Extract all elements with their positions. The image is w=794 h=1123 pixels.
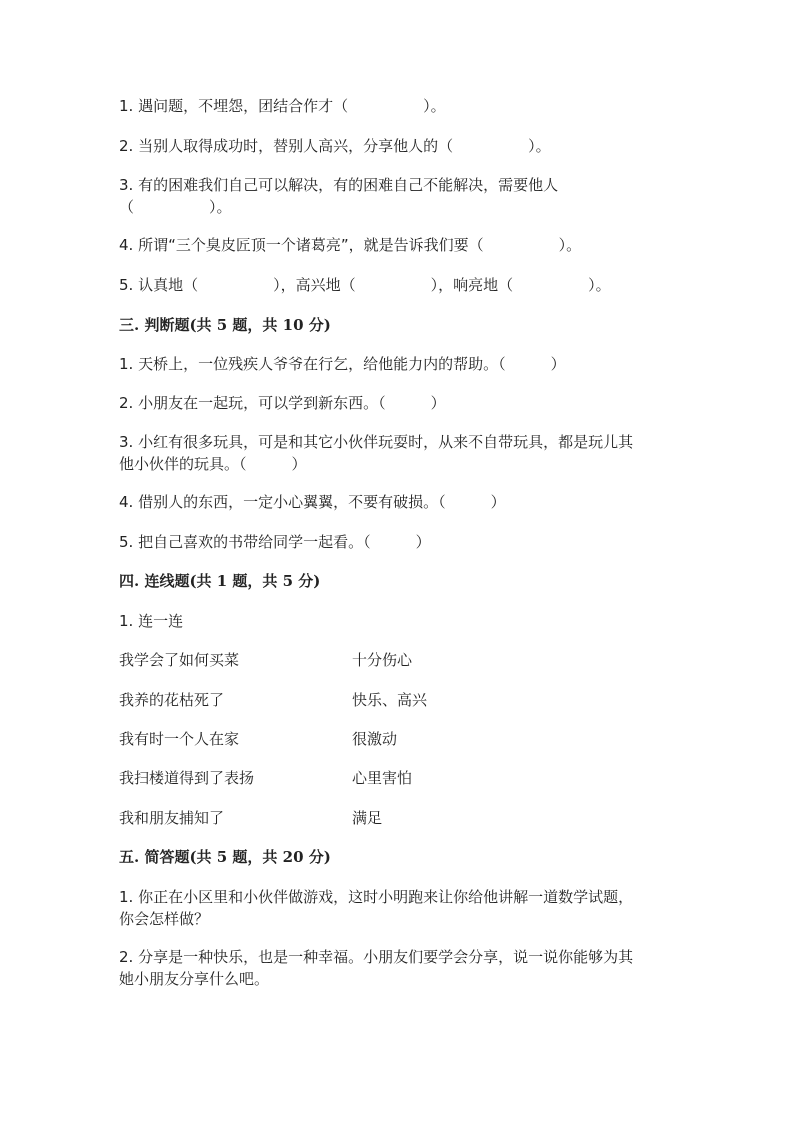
true-false-item-2: 2. 小朋友在一起玩，可以学到新东西。（ ） bbox=[119, 394, 446, 412]
true-false-item-3-line-2: 他小伙伴的玩具。（ ） bbox=[119, 455, 307, 473]
matching-right-item-3: 很激动 bbox=[352, 730, 398, 748]
section-title-true-false: 三. 判断题(共 5 题，共 10 分) bbox=[119, 316, 331, 334]
true-false-item-3-line-1: 3. 小红有很多玩具，可是和其它小伙伴玩耍时，从来不自带玩具，都是玩儿其 bbox=[119, 433, 634, 451]
matching-right-item-4: 心里害怕 bbox=[352, 769, 413, 787]
short-answer-item-2-line-2: 她小朋友分享什么吧。 bbox=[119, 970, 270, 988]
matching-right-item-2: 快乐、高兴 bbox=[352, 691, 428, 709]
fill-blank-item-2: 2. 当别人取得成功时，替别人高兴，分享他人的（ ）。 bbox=[119, 137, 551, 155]
matching-left-item-5: 我和朋友捕知了 bbox=[119, 809, 225, 827]
matching-right-item-5: 满足 bbox=[352, 809, 383, 827]
true-false-item-4: 4. 借别人的东西，一定小心翼翼，不要有破损。（ ） bbox=[119, 493, 506, 511]
short-answer-item-2-line-1: 2. 分享是一种快乐，也是一种幸福。小朋友们要学会分享，说一说你能够为其 bbox=[119, 948, 634, 966]
fill-blank-item-3-line-2: （ ）。 bbox=[119, 198, 232, 216]
matching-left-item-3: 我有时一个人在家 bbox=[119, 730, 240, 748]
fill-blank-item-3-line-1: 3. 有的困难我们自己可以解决，有的困难自己不能解决，需要他人 bbox=[119, 176, 559, 194]
matching-left-item-2: 我养的花枯死了 bbox=[119, 691, 225, 709]
section-title-matching: 四. 连线题(共 1 题，共 5 分) bbox=[119, 572, 321, 590]
short-answer-item-1-line-2: 你会怎样做？ bbox=[119, 910, 210, 928]
matching-question: 1. 连一连 bbox=[119, 612, 184, 630]
section-title-short-answer: 五. 简答题(共 5 题，共 20 分) bbox=[119, 848, 331, 866]
matching-right-item-1: 十分伤心 bbox=[352, 651, 413, 669]
true-false-item-1: 1. 天桥上，一位残疾人爷爷在行乞，给他能力内的帮助。（ ） bbox=[119, 355, 566, 373]
matching-left-item-1: 我学会了如何买菜 bbox=[119, 651, 240, 669]
fill-blank-item-5: 5. 认真地（ ），高兴地（ ），响亮地（ ）。 bbox=[119, 276, 611, 294]
true-false-item-5: 5. 把自己喜欢的书带给同学一起看。（ ） bbox=[119, 533, 431, 551]
fill-blank-item-4: 4. 所谓“三个臭皮匠顶一个诸葛亮”，就是告诉我们要（ ）。 bbox=[119, 236, 582, 254]
fill-blank-item-1: 1. 遇问题，不埋怨，团结合作才（ ）。 bbox=[119, 97, 446, 115]
matching-left-item-4: 我扫楼道得到了表扬 bbox=[119, 769, 255, 787]
short-answer-item-1-line-1: 1. 你正在小区里和小伙伴做游戏，这时小明跑来让你给他讲解一道数学试题， bbox=[119, 888, 634, 906]
